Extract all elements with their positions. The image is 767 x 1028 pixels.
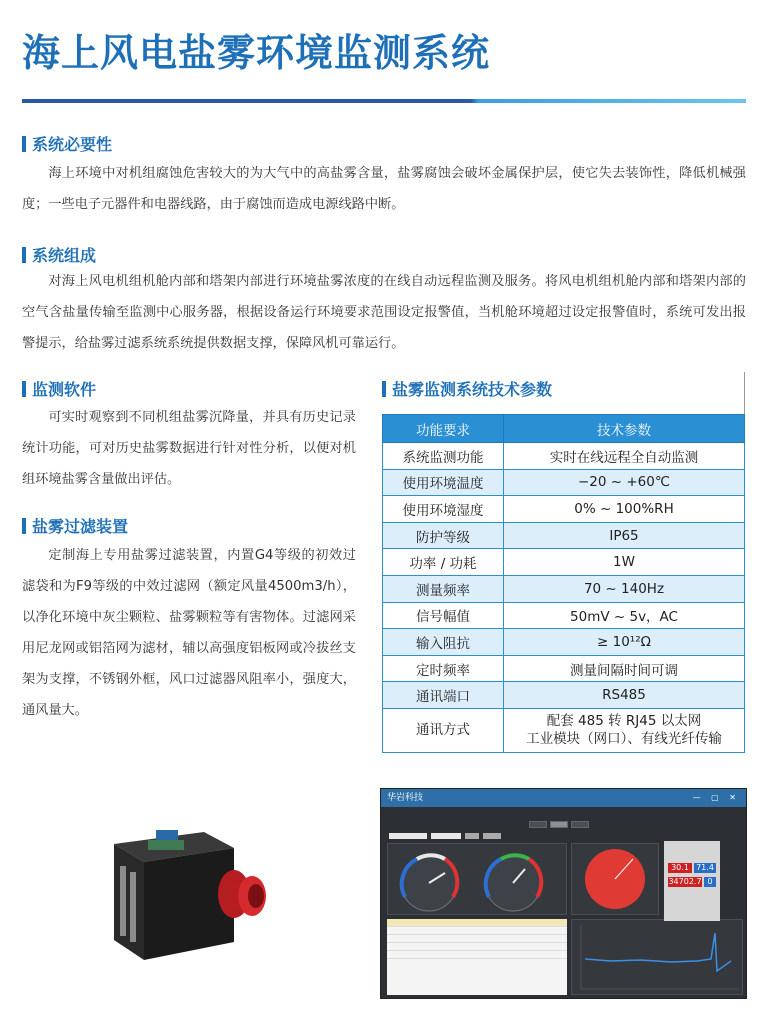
table-row (383, 655, 745, 682)
param-name: 防护等级 (383, 522, 504, 549)
history-row (387, 951, 567, 959)
pie-gauge (571, 843, 659, 915)
gauges (387, 843, 567, 915)
param-value: 0% ~ 100%RH (504, 496, 745, 523)
section-heading-params (382, 377, 552, 400)
table-row (383, 522, 745, 549)
readout-value: 71.4 (694, 863, 716, 873)
table-row (383, 708, 745, 752)
section-heading-software (22, 377, 96, 400)
app-title: 华岩科技 (387, 793, 424, 803)
param-name: 输入阻抗 (383, 629, 504, 656)
composition-body (22, 266, 746, 359)
readout-value: 0 (704, 877, 716, 887)
param-value: RS485 (504, 682, 745, 709)
table-row (383, 629, 745, 656)
history-header (387, 919, 567, 927)
filter-device-image (84, 822, 274, 972)
section-heading-composition (22, 243, 96, 266)
paragraph: 可实时观察到不同机组盐雾沉降量，并具有历史记录统计功能，可对历史盐雾数据进行针对性分析，以便对机组环境盐雾含量做出评估。 (22, 410, 356, 487)
table-row (383, 443, 745, 470)
paragraph: 海上环境中对机组腐蚀危害较大的为大气中的高盐雾含量，盐雾腐蚀会破坏金属保护层，使它失去装饰性，降低机械强度；一些电子元器件和电器线路，由于腐蚀而造成电源线路中断。 (22, 166, 746, 212)
page-title: 海上风电盐雾环境监测系统 (22, 31, 491, 75)
necessity-body (22, 158, 746, 220)
param-value: ≥ 10¹²Ω (504, 629, 745, 656)
param-value: IP65 (504, 522, 745, 549)
heading-text: 盐雾监测系统技术参数 (392, 380, 553, 399)
param-name: 通讯端口 (383, 682, 504, 709)
column-header: 技术参数 (504, 415, 745, 443)
param-value: 配套 485 转 RJ45 以太网 工业模块（网口）、有线光纤传输 (504, 708, 745, 752)
table-row (383, 602, 745, 629)
param-value: 实时在线远程全自动监测 (504, 443, 745, 470)
section-heading-necessity (22, 132, 112, 155)
table-row (383, 469, 745, 496)
paragraph: 定制海上专用盐雾过滤装置，内置G4等级的初效过滤袋和为F9等级的中效过滤网（额定风量4500m3/h），以净化环境中灰尘颗粒、盐雾颗粒等有害物体。过滤网采用尼龙网或铝箔网为滤材，辅以高强度铝板网或冷拔丝支架为支撑，不锈钢外框，风口过滤器风阻率小，强度大，通风量大。 (22, 548, 356, 718)
table-row (383, 575, 745, 602)
heading-bar (22, 247, 26, 263)
heading-text: 系统必要性 (32, 135, 113, 154)
param-value: −20 ~ +60℃ (504, 469, 745, 496)
software-body (22, 402, 356, 495)
param-name: 使用环境温度 (383, 469, 504, 496)
readout-panel (664, 841, 720, 921)
column-header: 功能要求 (383, 415, 504, 443)
param-value: 1W (504, 549, 745, 576)
screenshot-titlebar (381, 789, 746, 807)
screenshot-field (389, 833, 427, 839)
history-table (387, 919, 567, 995)
param-name: 功率 / 功耗 (383, 549, 504, 576)
heading-bar (382, 381, 386, 397)
screenshot-button (465, 833, 479, 839)
section-heading-filter (22, 514, 128, 537)
software-screenshot (380, 788, 747, 999)
history-row (387, 927, 567, 935)
param-name: 测量频率 (383, 575, 504, 602)
readout-value: 30.1 (668, 863, 692, 873)
trend-chart (571, 919, 743, 995)
param-name: 通讯方式 (383, 708, 504, 752)
heading-bar (22, 518, 26, 534)
heading-text: 盐雾过滤装置 (32, 517, 129, 536)
screenshot-tab (550, 821, 568, 828)
screenshot-tabs (529, 813, 592, 832)
title-rule (22, 99, 746, 103)
window-controls-icon: — ▢ ✕ (692, 793, 740, 802)
filter-body (22, 540, 356, 726)
param-name: 信号幅值 (383, 602, 504, 629)
heading-text: 监测软件 (32, 380, 97, 399)
param-value: 70 ~ 140Hz (504, 575, 745, 602)
screenshot-tab (529, 821, 547, 828)
readout-value: 34702.7 (668, 877, 702, 886)
heading-text: 系统组成 (32, 246, 97, 265)
table-row (383, 549, 745, 576)
screenshot-button (483, 833, 501, 839)
heading-bar (22, 381, 26, 397)
param-value: 50mV ~ 5v，AC (504, 602, 745, 629)
divider (744, 372, 745, 414)
param-name: 系统监测功能 (383, 443, 504, 470)
param-name: 定时频率 (383, 655, 504, 682)
paragraph: 对海上风电机组机舱内部和塔架内部进行环境盐雾浓度的在线自动远程监测及服务。将风电机组机舱内部和塔架内部的空气含盐量传输至监测中心服务器，根据设备运行环境要求范围设定报警值，当机舱环境超过设定报警值时，系统可发出报警提示，给盐雾过滤系统系统提供数据支撑，保障风机可靠运行。 (22, 274, 746, 351)
table-row (383, 682, 745, 709)
history-row (387, 935, 567, 943)
param-value: 测量间隔时间可调 (504, 655, 745, 682)
history-row (387, 943, 567, 951)
table-row (383, 496, 745, 523)
heading-bar (22, 136, 26, 152)
screenshot-field (431, 833, 461, 839)
screenshot-tab (571, 821, 589, 828)
spec-table (382, 414, 745, 753)
param-name: 使用环境湿度 (383, 496, 504, 523)
screenshot-controls (389, 833, 505, 839)
table-header-row (383, 415, 745, 443)
